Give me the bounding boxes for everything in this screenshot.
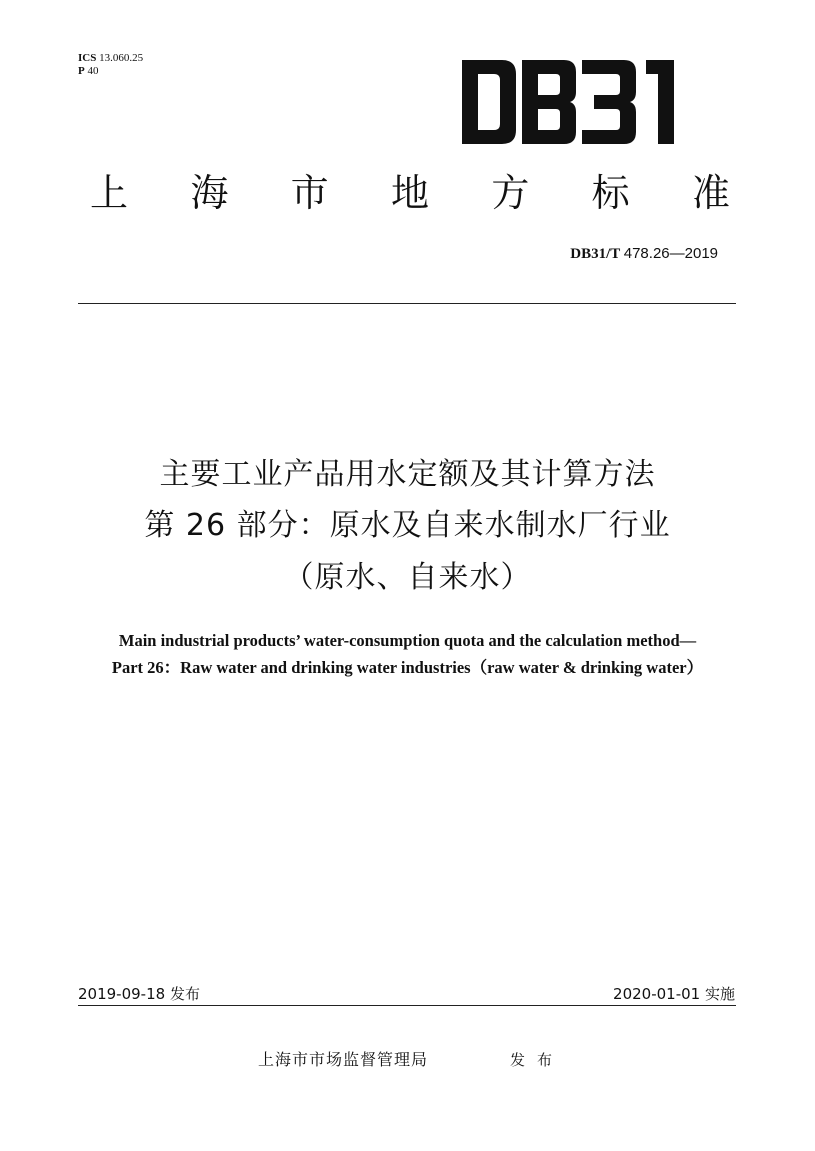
title-char: 准 <box>691 171 730 215</box>
en-title-line1: Main industrial products’ water-consumption quota and the calculation method— <box>118 631 697 650</box>
issue-label: 发布 <box>510 1051 565 1069</box>
local-standard-title <box>60 168 760 218</box>
en-title-line2: Part 26：Raw water and drinking water industries（raw water & drinking water） <box>111 658 704 677</box>
db31-logo <box>462 60 688 144</box>
bottom-divider <box>78 1005 736 1006</box>
standard-code-prefix: DB31/T <box>570 246 620 262</box>
cn-title-line1: 主要工业产品用水定额及其计算方法 <box>159 457 656 492</box>
title-char: 海 <box>190 171 229 215</box>
cn-title-line2: 第 26 部分：原水及自来水制水厂行业 <box>144 508 671 543</box>
title-char: 上 <box>90 171 129 215</box>
standard-code <box>570 245 718 263</box>
ics-line <box>78 52 143 65</box>
ics-code: 13.060.25 <box>99 52 144 64</box>
title-char: 市 <box>290 171 329 215</box>
ccs-label: P <box>78 65 85 77</box>
publish-date: 2019-09-18 发布 <box>78 985 200 1003</box>
title-char: 方 <box>491 171 530 215</box>
ccs-code: 40 <box>87 65 99 77</box>
title-char: 地 <box>390 171 429 215</box>
classification-codes <box>78 52 143 78</box>
title-char: 标 <box>591 171 630 215</box>
standard-code-number: 478.26—2019 <box>623 245 718 262</box>
ccs-line <box>78 65 143 78</box>
issuing-authority: 上海市市场监督管理局 <box>258 1050 429 1069</box>
ics-label: ICS <box>78 52 97 64</box>
cn-title-line3: （原水、自来水） <box>283 560 532 595</box>
implement-date: 2020-01-01 实施 <box>613 985 735 1003</box>
top-divider <box>78 303 736 304</box>
